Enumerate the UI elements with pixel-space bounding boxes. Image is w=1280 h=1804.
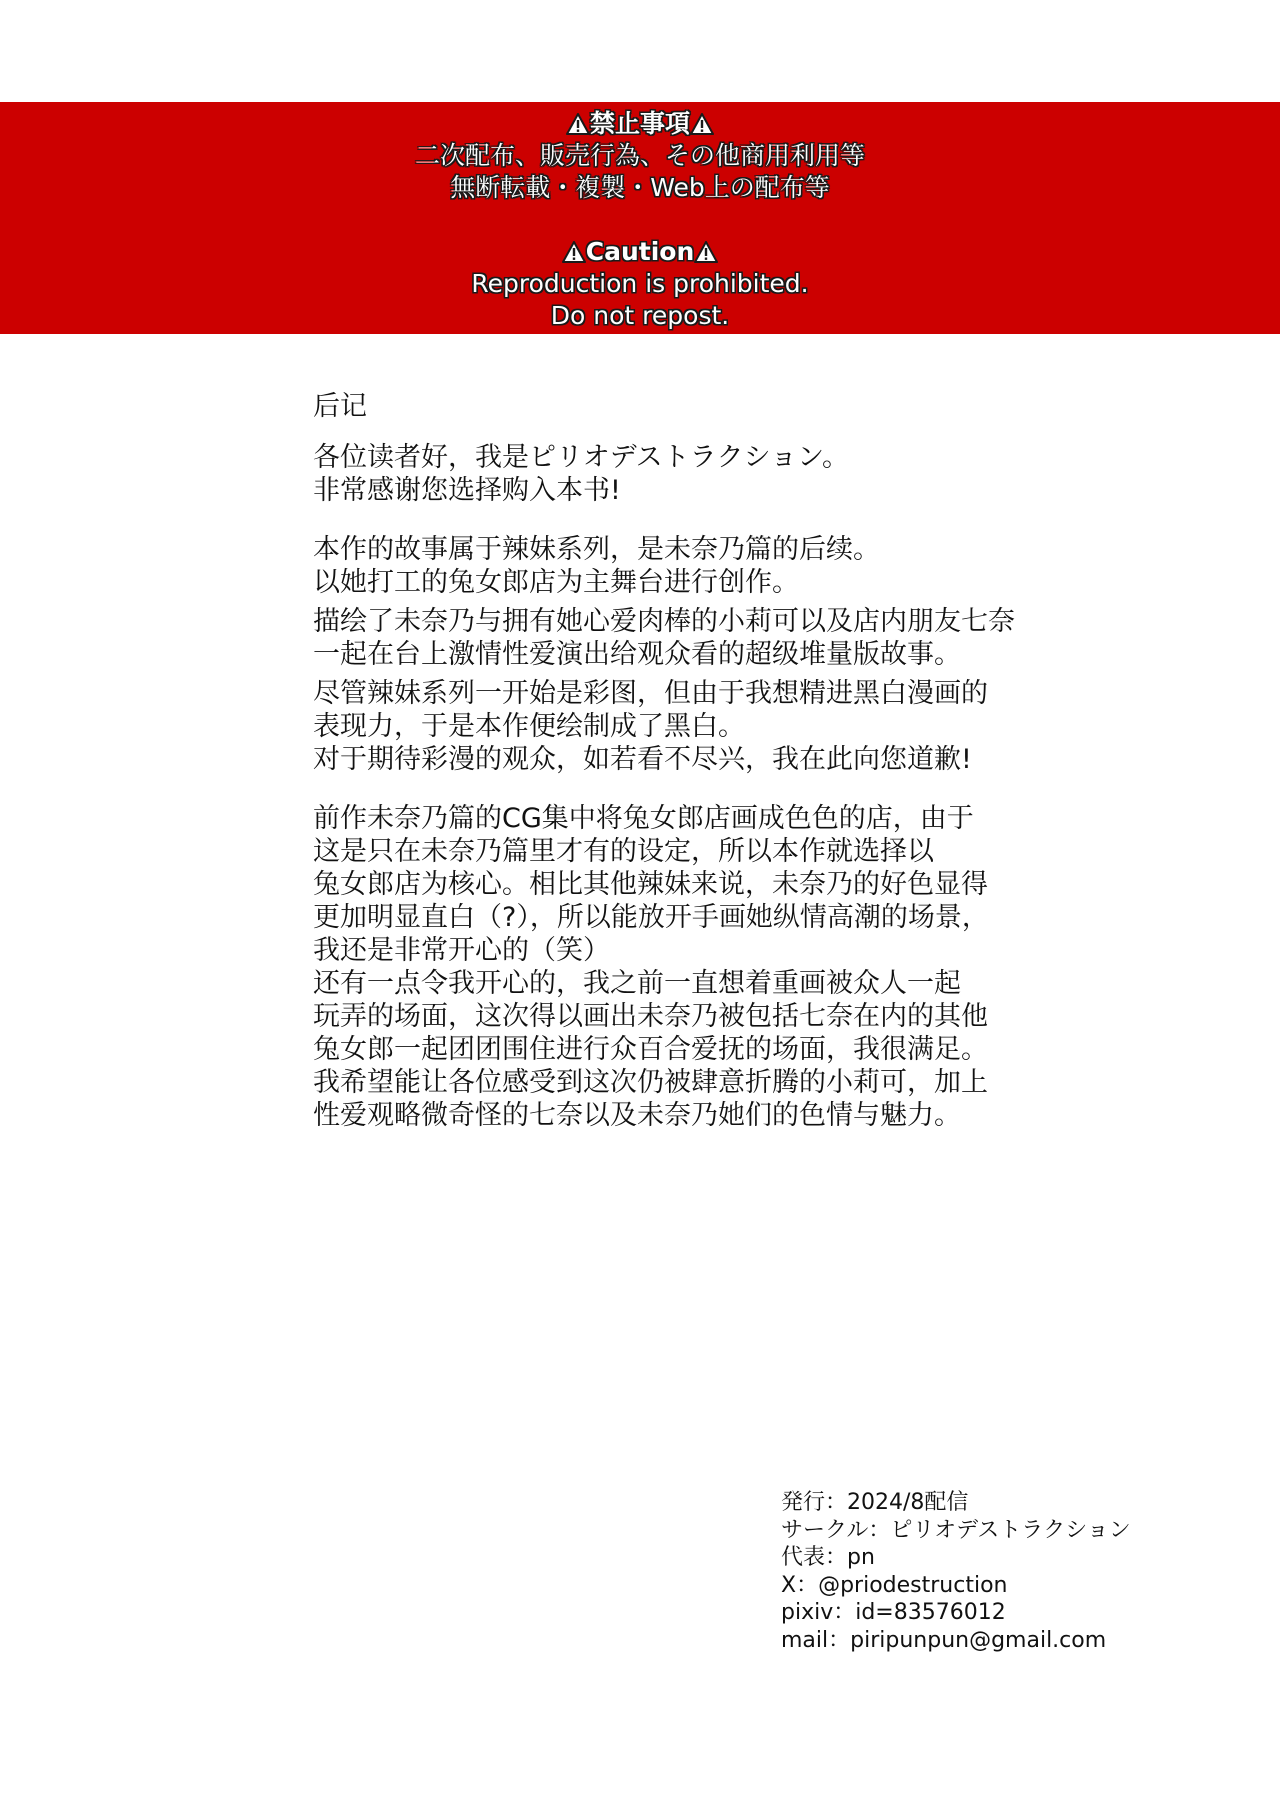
colophon-circle: サークル：ピリオデストラクション xyxy=(781,1517,1131,1543)
caution-banner xyxy=(0,102,1280,334)
paragraph xyxy=(313,605,1113,671)
paragraph-line: 对于期待彩漫的观众，如若看不尽兴，我在此向您道歉! xyxy=(313,744,972,775)
paragraph-line: 兔女郎店为核心。相比其他辣妹来说，未奈乃的好色显得 xyxy=(313,869,988,900)
en-notice-line: Reproduction is prohibited. xyxy=(471,269,809,298)
paragraph-line: 非常感谢您选择购入本书! xyxy=(313,475,621,506)
en-notice xyxy=(0,236,1280,332)
paragraph-line: 以她打工的兔女郎店为主舞台进行创作。 xyxy=(313,567,799,598)
paragraph-line: 表现力，于是本作便绘制成了黑白。 xyxy=(313,711,745,742)
paragraph-line: 这是只在未奈乃篇里才有的设定，所以本作就选择以 xyxy=(313,836,934,867)
afterword xyxy=(313,390,1113,1132)
jp-heading-line xyxy=(0,108,1280,140)
warning-icon xyxy=(690,111,714,143)
colophon-x-handle: X：@priodestruction xyxy=(781,1572,1008,1598)
afterword-title: 后记 xyxy=(313,391,367,422)
en-heading: Caution xyxy=(585,237,695,266)
warning-icon xyxy=(566,111,590,143)
paragraph-line: 兔女郎一起团团围住进行众百合爱抚的场面，我很满足。 xyxy=(313,1034,988,1065)
paragraph xyxy=(313,802,1113,967)
paragraph xyxy=(313,967,1113,1132)
colophon xyxy=(781,1489,1131,1654)
paragraph-line: 尽管辣妹系列一开始是彩图，但由于我想精进黑白漫画的 xyxy=(313,678,988,709)
colophon-email: mail：piripunpun@gmail.com xyxy=(781,1627,1107,1653)
paragraph-line: 描绘了未奈乃与拥有她心爱肉棒的小莉可以及店内朋友七奈 xyxy=(313,606,1015,637)
colophon-pixiv-id: pixiv：id=83576012 xyxy=(781,1600,1006,1625)
warning-icon xyxy=(694,239,718,271)
paragraph-line: 更加明显直白（?），所以能放开手画她纵情高潮的场景， xyxy=(313,902,989,933)
paragraph xyxy=(313,677,1113,776)
colophon-publish-date: 発行：2024/8配信 xyxy=(781,1490,969,1515)
paragraph-line: 一起在台上激情性爱演出给观众看的超级堆量版故事。 xyxy=(313,639,961,670)
jp-heading: 禁止事項 xyxy=(589,109,690,138)
paragraph-line: 还有一点令我开心的，我之前一直想着重画被众人一起 xyxy=(313,968,961,999)
paragraph-line: 我希望能让各位感受到这次仍被肆意折腾的小莉可，加上 xyxy=(313,1067,988,1098)
paragraph-line: 性爱观略微奇怪的七奈以及未奈乃她们的色情与魅力。 xyxy=(313,1100,961,1131)
colophon-representative: 代表：pn xyxy=(781,1545,875,1570)
jp-notice xyxy=(0,102,1280,204)
paragraph xyxy=(313,441,1113,507)
jp-notice-line: 無断転載・複製・Web上の配布等 xyxy=(450,173,830,202)
jp-notice-line: 二次配布、販売行為、その他商用利用等 xyxy=(414,141,865,170)
paragraph-line: 本作的故事属于辣妹系列，是未奈乃篇的后续。 xyxy=(313,534,880,565)
paragraph-line: 各位读者好，我是ピリオデストラクション。 xyxy=(313,442,849,473)
paragraph xyxy=(313,533,1113,599)
paragraph-line: 我还是非常开心的（笑） xyxy=(313,935,610,966)
en-notice-line: Do not repost. xyxy=(550,301,730,330)
paragraph-line: 玩弄的场面，这次得以画出未奈乃被包括七奈在内的其他 xyxy=(313,1001,988,1032)
warning-icon xyxy=(562,239,586,271)
paragraph-line: 前作未奈乃篇的CG集中将兔女郎店画成色色的店，由于 xyxy=(313,803,974,834)
en-heading-line xyxy=(0,236,1280,268)
